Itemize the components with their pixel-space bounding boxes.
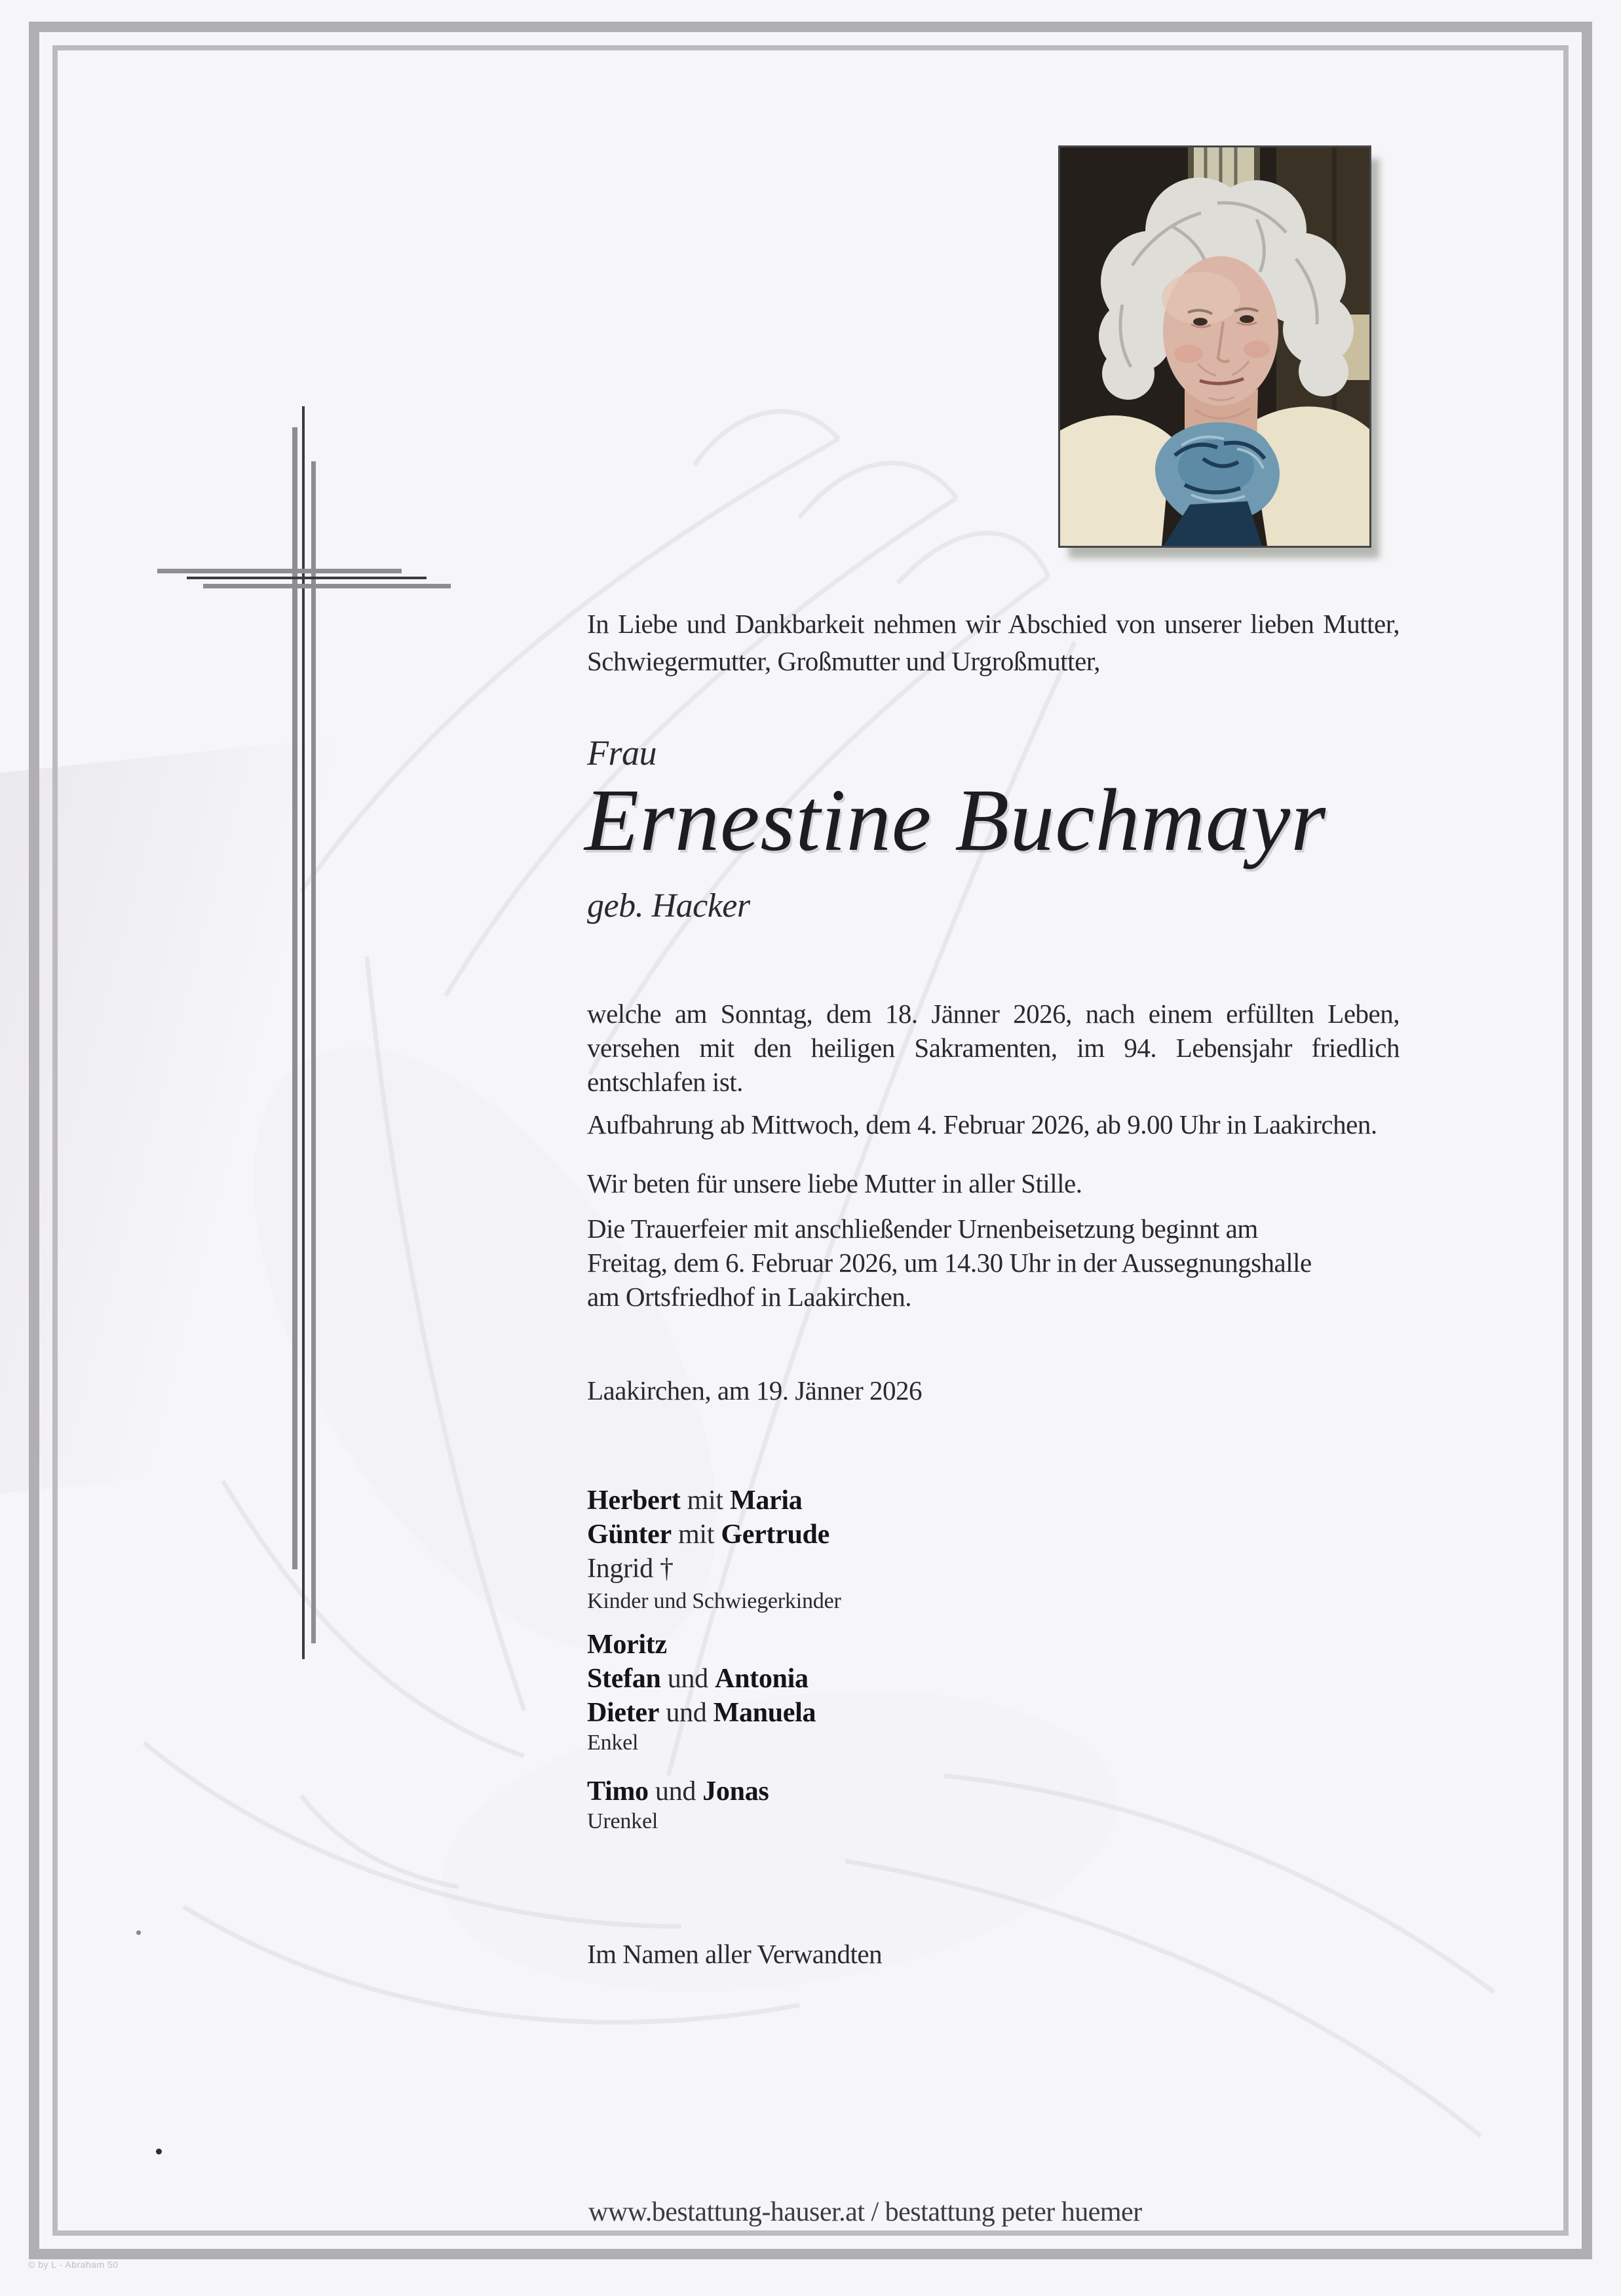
funeral-home-footer: www.bestattung-hauser.at / bestattung peter huemer [588, 2197, 1142, 2227]
mourner-group-label-kinder: Kinder und Schwiegerkinder [587, 1589, 841, 1613]
mourner-line-moritz [587, 1629, 667, 1662]
mourner-name: Timo [587, 1776, 649, 1807]
intro-line-1: In Liebe und Dankbarkeit nehmen wir Abschied von unserer lieben Mutter, [587, 609, 1400, 639]
print-copyright: © by L - Abraham 50 [28, 2259, 119, 2270]
cross-vertical-gray-line-left [292, 427, 297, 1569]
mourner-connector: und [660, 1664, 715, 1694]
mourner-line-herbert-maria [587, 1485, 802, 1518]
mourner-name: Herbert [587, 1485, 681, 1516]
maiden-name: geb. Hacker [587, 887, 750, 925]
prayer-line: Wir beten für unsere liebe Mutter in aller Stille. [587, 1168, 1082, 1198]
trauerfeier-line-2: Freitag, dem 6. Februar 2026, um 14.30 Uhr in der Aussegnungshalle [587, 1248, 1312, 1278]
cross-horizontal-gray-line-top [157, 569, 402, 573]
cross-vertical-thin-line [302, 406, 305, 1659]
aufbahrung-line: Aufbahrung ab Mittwoch, dem 4. Februar 2026, ab 9.00 Uhr in Laakirchen. [587, 1109, 1377, 1139]
mourner-line-stefan-antonia [587, 1663, 809, 1696]
deceased-name: Ernestine Buchmayr [584, 771, 1327, 870]
mourner-name: Gertrude [721, 1520, 830, 1550]
mourner-name: Dieter [587, 1698, 660, 1728]
cross-vertical-gray-line-right [311, 461, 316, 1643]
death-paragraph-line-1: welche am Sonntag, dem 18. Jänner 2026, nach einem erfüllten Leben, [587, 999, 1400, 1029]
mourner-connector: und [659, 1698, 714, 1728]
mourner-name: Manuela [713, 1698, 816, 1728]
mourner-line-dieter-manuela [587, 1697, 816, 1730]
scan-artifact-dot [136, 1930, 141, 1935]
cross-horizontal-gray-line-bottom [203, 584, 451, 588]
mourner-group-label-urenkel: Urenkel [587, 1809, 658, 1833]
mourner-name: Günter [587, 1520, 672, 1550]
intro-line-2: Schwiegermutter, Großmutter und Urgroßmutter, [587, 646, 1101, 676]
dateline: Laakirchen, am 19. Jänner 2026 [587, 1375, 922, 1406]
mourner-line-timo-jonas [587, 1776, 769, 1808]
mourner-name: Antonia [715, 1664, 809, 1694]
cross-horizontal-thin-line [187, 577, 427, 579]
death-paragraph-line-3: entschlafen ist. [587, 1067, 743, 1097]
portrait-photo [1058, 145, 1371, 548]
salutation: Frau [587, 733, 657, 773]
mourner-name: Moritz [587, 1630, 667, 1660]
scan-artifact-dot [156, 2149, 162, 2154]
mourner-line-ingrid: Ingrid † [587, 1554, 674, 1584]
mourner-name: Stefan [587, 1664, 661, 1694]
trauerfeier-line-1: Die Trauerfeier mit anschließender Urnenbeisetzung beginnt am [587, 1214, 1258, 1244]
mourner-group-label-enkel: Enkel [587, 1731, 639, 1755]
mourner-name: Jonas [702, 1776, 769, 1807]
death-paragraph-line-2: versehen mit den heiligen Sakramenten, im 94. Lebensjahr friedlich [587, 1033, 1400, 1063]
mourner-line-guenter-gertrude [587, 1519, 830, 1552]
mourner-name: Maria [730, 1485, 803, 1516]
mourner-connector: mit [671, 1520, 721, 1550]
mourner-connector: mit [680, 1485, 730, 1516]
closing-line: Im Namen aller Verwandten [587, 1939, 883, 1969]
trauerfeier-line-3: am Ortsfriedhof in Laakirchen. [587, 1282, 912, 1312]
mourner-connector: und [648, 1776, 703, 1807]
